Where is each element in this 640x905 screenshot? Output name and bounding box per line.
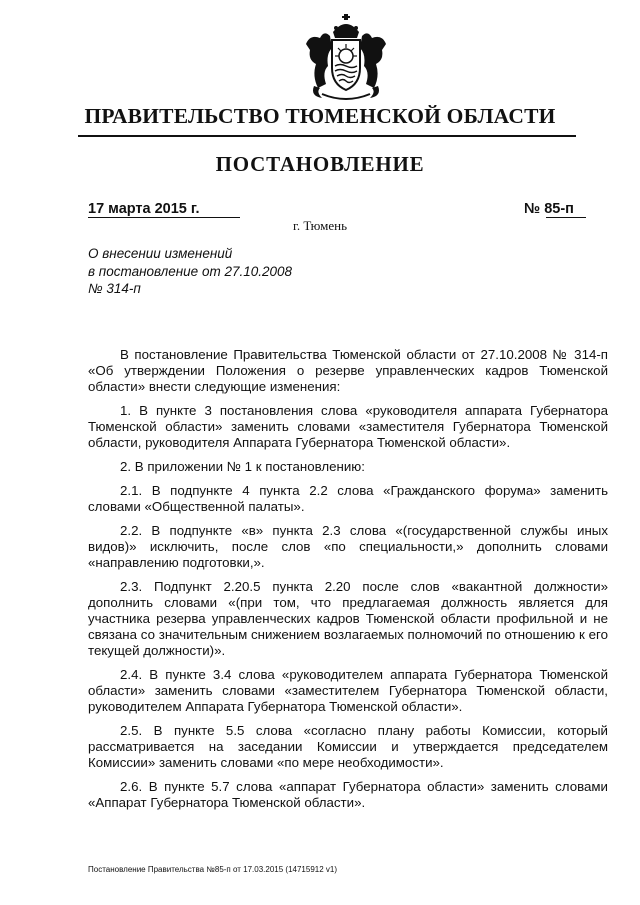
subject-line: О внесении изменений xyxy=(88,246,233,261)
body-paragraph-2-4: 2.4. В пункте 3.4 слова «руководителем аппарата Губернатора Тюменской области» заменить словами «заместителем Губернатора Тюменской области, руководителем Аппарата Губернатора Тюменской области». xyxy=(88,667,608,714)
subject-line: № 314-п xyxy=(88,281,141,296)
body-paragraph-2-2: 2.2. В подпункте «в» пункта 2.3 слова «(государственной службы иных видов)» исключить, после слов «по специальности,» дополнить словами «направлению подготовки,». xyxy=(88,523,608,570)
subject-line: в постановление от 27.10.2008 xyxy=(88,263,293,279)
document-number xyxy=(524,201,574,217)
body-paragraph-2-1: 2.1. В подпункте 4 пункта 2.2 слова «Гражданского форума» заменить словами «Общественной палаты». xyxy=(88,483,608,514)
body-paragraph-2-6: 2.6. В пункте 5.7 слова «аппарат Губернатора области» заменить словами «Аппарат Губернатора Тюменской области». xyxy=(88,779,608,810)
document-footer: Постановление Правительства №85-п от 17.03.2015 (14715912 v1) xyxy=(88,865,338,874)
document-body xyxy=(88,347,608,819)
number-value: 85-п xyxy=(544,201,574,217)
document-date: 17 марта 2015 г. xyxy=(88,201,200,217)
coat-of-arms-emblem xyxy=(300,14,392,102)
government-title: ПРАВИТЕЛЬСТВО ТЮМЕНСКОЙ ОБЛАСТИ xyxy=(84,104,556,128)
body-paragraph-2-3: 2.3. Подпункт 2.20.5 пункта 2.20 после слов «вакантной должности» дополнить словами «(при том, что предлагаемая должность является для участника резерва управленческих кадров Тюменской области профильной и не связана со значительным снижением возлагаемых полномочий по отношению к его текущей должности)». xyxy=(88,579,608,658)
header-divider xyxy=(78,135,576,137)
number-label: № xyxy=(524,201,541,217)
body-paragraph-preamble: В постановление Правительства Тюменской области от 27.10.2008 № 314-п «Об утверждении Положения о резерве управленческих кадров Тюменской области» внести следующие изменения: xyxy=(88,347,608,394)
body-paragraph-2-5: 2.5. В пункте 5.5 слова «согласно плану работы Комиссии, который рассматривается на заседании Комиссии и утверждается председателем Комиссии» заменить словами «по мере необходимости». xyxy=(88,723,608,770)
document-city: г. Тюмень xyxy=(292,218,348,233)
document-type-title: ПОСТАНОВЛЕНИЕ xyxy=(215,152,425,176)
document-subject xyxy=(88,245,388,298)
body-paragraph-1: 1. В пункте 3 постановления слова «руководителя аппарата Губернатора Тюменской области» заменить словами «заместителя Губернатора Тюменской области, руководителя Аппарата Губернатора Тюменской области». xyxy=(88,403,608,450)
body-paragraph-2: 2. В приложении № 1 к постановлению: xyxy=(120,459,365,474)
